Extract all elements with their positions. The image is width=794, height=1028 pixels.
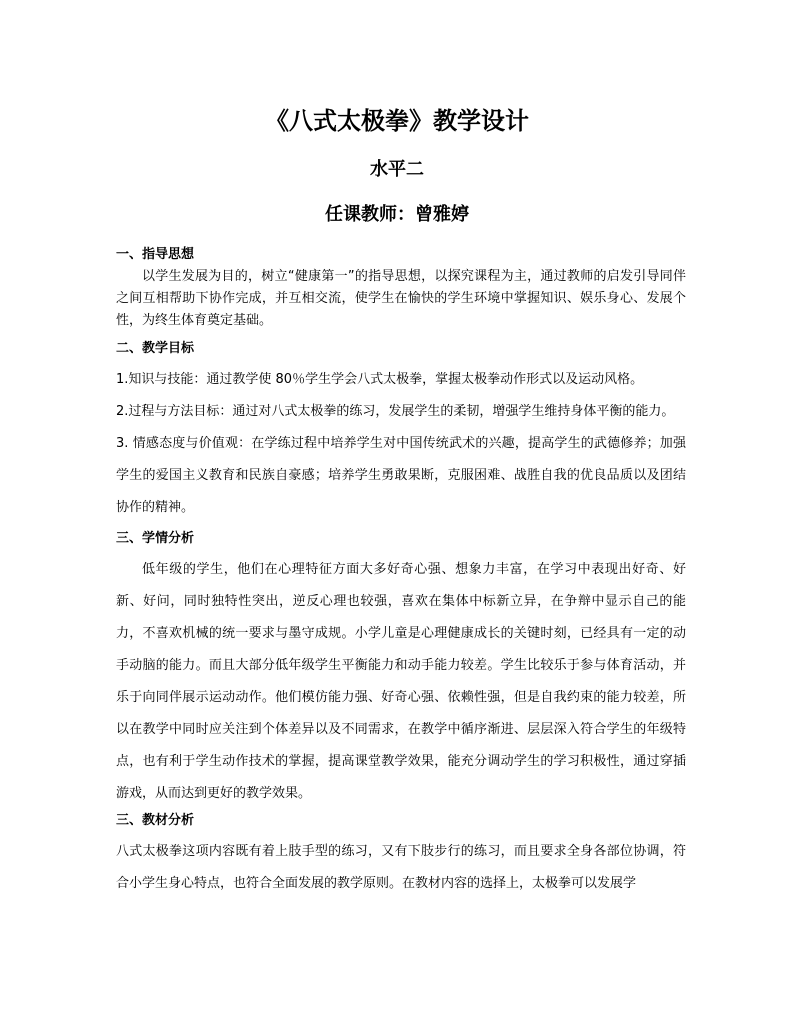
section-heading-teaching-goals: 二、教学目标 [116,341,195,356]
document-body [116,244,686,900]
goal-item-3: 3. 情感态度与价值观：在学练过程中培养学生对中国传统武术的兴趣，提高学生的武德修养；加强学生的爱国主义教育和民族自豪感；培养学生勇敢果断，克服困难、战胜自我的优良品质以及团结协作的精神。 [116,436,686,515]
document-level: 水平二 [370,159,424,180]
goal-item-2: 2.过程与方法目标：通过对八式太极拳的练习，发展学生的柔韧，增强学生维持身体平衡的能力。 [116,404,675,419]
goal-item-1: 1.知识与技能：通过教学使 80％学生学会八式太极拳，掌握太极拳动作形式以及运动风格。 [116,372,644,387]
paragraph-student-analysis: 低年级的学生，他们在心理特征方面大多好奇心强、想象力丰富，在学习中表现出好奇、好新、好问，同时独特性突出，逆反心理也较强，喜欢在集体中标新立异，在争辩中显示自己的能力，不喜欢机械的统一要求与墨守成规。小学儿童是心理健康成长的关键时刻，已经具有一定的动手动脑的能力。而且大部分低年级学生平衡能力和动手能力较差。学生比较乐于参与体育活动，并乐于向同伴展示运动动作。他们模仿能力强、好奇心强、依赖性强，但是自我约束的能力较差，所以在教学中同时应关注到个体差异以及不同需求，在教学中循序渐进、层层深入符合学生的年级特点，也有利于学生动作技术的掌握，提高课堂教学效果，能充分调动学生的学习积极性，通过穿插游戏，从而达到更好的教学效果。 [116,562,686,801]
paragraph-guiding-ideology: 以学生发展为目的，树立“健康第一”的指导思想，以探究课程为主，通过教师的启发引导同伴之间互相帮助下协作完成，并互相交流，使学生在愉快的学生环境中掌握知识、娱乐身心、发展个性，为终生体育奠定基础。 [116,269,686,328]
section-heading-guiding-ideology: 一、指导思想 [116,247,195,262]
section-heading-student-analysis: 三、学情分析 [116,531,195,546]
section-heading-material-analysis: 三、教材分析 [116,813,195,828]
paragraph-material-analysis: 八式太极拳这项内容既有着上肢手型的练习，又有下肢步行的练习，而且要求全身各部位协调，符合小学生身心特点，也符合全面发展的教学原则。在教材内容的选择上，太极拳可以发展学 [116,844,686,891]
document-teacher: 任课教师：曾雅婷 [325,204,469,225]
document-title: 《八式太极拳》教学设计 [265,106,529,135]
